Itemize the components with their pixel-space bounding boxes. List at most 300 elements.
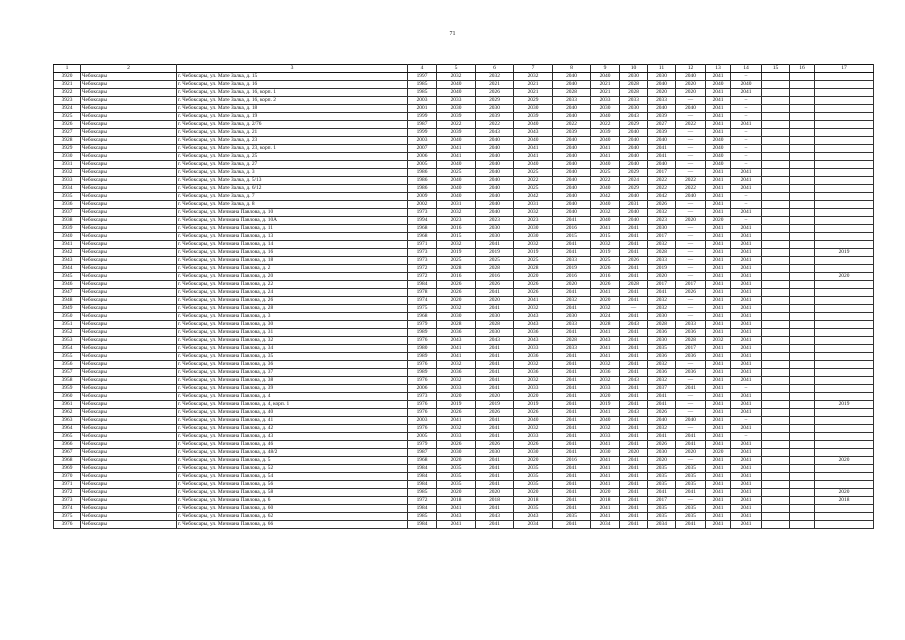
table-cell: 2025	[591, 257, 620, 265]
table-cell: 2040	[476, 153, 514, 161]
table-row	[54, 289, 874, 297]
table-cell: 1999	[408, 129, 437, 137]
table-cell	[762, 393, 790, 401]
table-cell	[762, 337, 790, 345]
table-cell: 2041	[706, 481, 731, 489]
table-cell: 2016	[437, 273, 476, 281]
table-cell: 2026	[476, 441, 514, 449]
table-cell: 1974	[408, 297, 437, 305]
table-cell: 2003	[408, 137, 437, 145]
table-cell: 3967	[54, 449, 81, 457]
table-cell: 2041	[706, 225, 731, 233]
table-cell: 2041	[648, 433, 676, 441]
table-row	[54, 217, 874, 225]
table-cell: 2022	[648, 185, 676, 193]
table-cell: 2022	[437, 121, 476, 129]
table-cell	[762, 73, 790, 81]
table-cell: 2040	[706, 161, 731, 169]
table-cell: 2041	[620, 353, 648, 361]
table-cell: 2033	[514, 433, 553, 441]
table-cell: 2030	[591, 105, 620, 113]
table-cell: 2036	[676, 353, 706, 361]
table-cell	[762, 249, 790, 257]
table-cell: 2041	[553, 289, 591, 297]
table-cell: 3946	[54, 281, 81, 289]
table-row	[54, 521, 874, 529]
table-cell: 2041	[731, 473, 762, 481]
table-cell: —	[676, 201, 706, 209]
table-cell: 2040	[437, 161, 476, 169]
table-cell: г. Чебоксары, ул. Мичмана Павлова, д. 34	[177, 345, 408, 353]
table-cell	[790, 177, 815, 185]
table-cell	[762, 289, 790, 297]
table-cell: Чебоксары	[81, 497, 177, 505]
table-cell	[790, 425, 815, 433]
table-cell: Чебоксары	[81, 145, 177, 153]
table-cell: г. Чебоксары, ул. Мичмана Павлова, д. 41	[177, 417, 408, 425]
table-cell: 2041	[731, 425, 762, 433]
table-cell: —	[676, 409, 706, 417]
table-cell: 2041	[476, 457, 514, 465]
table-cell	[762, 385, 790, 393]
table-row	[54, 249, 874, 257]
table-cell: 2020	[437, 489, 476, 497]
table-cell: 2032	[514, 425, 553, 433]
table-cell: 2040	[476, 145, 514, 153]
table-cell: 2040	[553, 193, 591, 201]
table-cell: 2041	[706, 361, 731, 369]
table-cell: 2042	[591, 193, 620, 201]
table-row	[54, 433, 874, 441]
table-cell	[815, 441, 874, 449]
table-cell	[790, 137, 815, 145]
table-cell: 2041	[706, 281, 731, 289]
table-cell: 2041	[706, 409, 731, 417]
table-cell: 3947	[54, 289, 81, 297]
table-cell: 2040	[476, 161, 514, 169]
table-cell: 15	[762, 65, 790, 73]
table-cell: 3941	[54, 241, 81, 249]
table-cell: 2036	[437, 369, 476, 377]
table-cell: 2032	[706, 337, 731, 345]
table-cell	[790, 225, 815, 233]
table-cell: 2032	[648, 361, 676, 369]
table-cell: 2018	[815, 497, 874, 505]
table-cell: 2032	[648, 241, 676, 249]
table-cell: Чебоксары	[81, 329, 177, 337]
table-cell: 14	[731, 65, 762, 73]
table-cell: 2041	[620, 225, 648, 233]
table-cell: 2043	[476, 129, 514, 137]
table-cell: 2041	[437, 153, 476, 161]
table-cell	[815, 521, 874, 529]
table-row	[54, 465, 874, 473]
table-cell: 2041	[553, 401, 591, 409]
housing-table	[53, 64, 874, 529]
table-cell: 2041	[706, 241, 731, 249]
table-cell: 2041	[553, 481, 591, 489]
table-cell: 2041	[553, 217, 591, 225]
table-cell: г. Чебоксары, ул. Мичмана Павлова, д. 6	[177, 497, 408, 505]
table-cell: Чебоксары	[81, 441, 177, 449]
table-cell	[815, 417, 874, 425]
table-cell	[790, 433, 815, 441]
table-row	[54, 233, 874, 241]
table-cell: 2032	[514, 73, 553, 81]
table-cell: —	[676, 225, 706, 233]
table-cell: –	[731, 153, 762, 161]
table-cell: 2020	[676, 449, 706, 457]
table-cell	[790, 121, 815, 129]
table-cell: г. Чебоксары, ул. Мичмана Павлова, д. 36	[177, 361, 408, 369]
table-row	[54, 73, 874, 81]
table-cell: 1987	[408, 121, 437, 129]
table-cell: 1976	[408, 337, 437, 345]
table-cell	[762, 521, 790, 529]
table-cell: –	[731, 137, 762, 145]
table-cell: 2026	[676, 289, 706, 297]
table-cell: 2033	[648, 257, 676, 265]
table-cell: 2021	[514, 89, 553, 97]
table-cell: 2041	[706, 89, 731, 97]
table-cell: 2039	[648, 129, 676, 137]
table-cell	[815, 305, 874, 313]
table-cell: 3945	[54, 273, 81, 281]
table-cell: 1985	[408, 513, 437, 521]
table-cell: 1975	[408, 305, 437, 313]
table-cell: 2016	[553, 273, 591, 281]
table-cell	[815, 289, 874, 297]
table-cell: 1979	[408, 441, 437, 449]
table-cell: 2030	[476, 329, 514, 337]
table-cell: 2020	[476, 297, 514, 305]
table-cell: 2040	[591, 161, 620, 169]
table-cell: 3965	[54, 433, 81, 441]
table-cell	[790, 217, 815, 225]
table-cell: 2040	[553, 201, 591, 209]
table-cell: 2017	[676, 281, 706, 289]
table-cell: 2041	[620, 385, 648, 393]
table-cell: 2041	[648, 489, 676, 497]
table-row	[54, 313, 874, 321]
table-cell: 2041	[706, 113, 731, 121]
table-cell: 2032	[648, 377, 676, 385]
table-cell: 2040	[620, 153, 648, 161]
table-cell: 2040	[553, 137, 591, 145]
table-cell	[790, 297, 815, 305]
table-cell: 2041	[437, 417, 476, 425]
table-cell: г. Чебоксары, ул. Мичмана Павлова, д. 40	[177, 409, 408, 417]
table-cell	[815, 217, 874, 225]
table-cell: —	[676, 265, 706, 273]
table-cell: 2041	[731, 481, 762, 489]
table-cell: 3923	[54, 97, 81, 105]
table-cell: 2030	[648, 313, 676, 321]
table-cell: Чебоксары	[81, 97, 177, 105]
table-cell: 2025	[476, 257, 514, 265]
table-cell	[790, 465, 815, 473]
table-cell	[762, 153, 790, 161]
table-cell: 2035	[514, 473, 553, 481]
table-cell	[815, 209, 874, 217]
table-cell	[815, 329, 874, 337]
table-cell	[762, 345, 790, 353]
table-row	[54, 169, 874, 177]
table-cell	[762, 409, 790, 417]
table-cell: 2028	[620, 81, 648, 89]
table-cell: 2041	[591, 145, 620, 153]
table-cell: 2035	[676, 473, 706, 481]
table-cell	[790, 457, 815, 465]
table-row	[54, 497, 874, 505]
table-cell: 2041	[731, 377, 762, 385]
table-cell: 2041	[620, 497, 648, 505]
table-cell: 2036	[514, 353, 553, 361]
table-cell: 2041	[620, 433, 648, 441]
table-cell: 2040	[553, 73, 591, 81]
table-row	[54, 345, 874, 353]
table-cell: 8	[553, 65, 591, 73]
table-cell: —	[676, 393, 706, 401]
table-cell: 1976	[408, 409, 437, 417]
table-cell: 2041	[591, 345, 620, 353]
table-cell: Чебоксары	[81, 505, 177, 513]
table-cell: г. Чебоксары, ул. Мате Залка, д. 19	[177, 113, 408, 121]
table-cell: —	[676, 97, 706, 105]
table-cell: 2026	[476, 409, 514, 417]
table-cell: 3935	[54, 193, 81, 201]
table-cell: 2041	[706, 441, 731, 449]
table-cell: 2028	[648, 321, 676, 329]
table-cell: г. Чебоксары, ул. Мате Залка, д. 16, корп. 2	[177, 97, 408, 105]
table-cell: 2033	[553, 345, 591, 353]
table-row	[54, 481, 874, 489]
table-cell	[762, 449, 790, 457]
table-cell: 2040	[553, 81, 591, 89]
table-cell: 2032	[437, 425, 476, 433]
table-cell: 2041	[731, 273, 762, 281]
table-cell: 2032	[648, 297, 676, 305]
table-cell: —	[676, 249, 706, 257]
table-cell: Чебоксары	[81, 377, 177, 385]
table-cell: —	[676, 377, 706, 385]
table-cell: г. Чебоксары, ул. Мичмана Павлова, д. 60	[177, 505, 408, 513]
table-cell	[762, 241, 790, 249]
table-cell: 3943	[54, 257, 81, 265]
table-cell: г. Чебоксары, ул. Мичмана Павлова, д. 5	[177, 457, 408, 465]
table-cell: 2041	[620, 521, 648, 529]
table-cell: 3944	[54, 265, 81, 273]
table-cell: 2035	[514, 505, 553, 513]
table-cell: 3961	[54, 401, 81, 409]
table-cell: 2036	[514, 369, 553, 377]
table-cell: г. Чебоксары, ул. Мичмана Павлова, д. 16	[177, 249, 408, 257]
table-cell: 2041	[620, 297, 648, 305]
table-cell: 2037	[648, 385, 676, 393]
table-cell: 1986	[408, 177, 437, 185]
table-cell: 1973	[408, 393, 437, 401]
table-cell: г. Чебоксары, ул. Мате Залка, д. 7	[177, 193, 408, 201]
table-cell: 2043	[514, 513, 553, 521]
table-cell	[790, 521, 815, 529]
table-cell: 2019	[514, 401, 553, 409]
table-cell: 3920	[54, 73, 81, 81]
table-cell: 3957	[54, 369, 81, 377]
table-cell: —	[676, 113, 706, 121]
table-cell: г. Чебоксары, ул. Мичмана Павлова, д. 46	[177, 441, 408, 449]
table-cell: Чебоксары	[81, 313, 177, 321]
table-cell: 2041	[553, 441, 591, 449]
table-cell: 2041	[706, 201, 731, 209]
table-cell: 2030	[514, 225, 553, 233]
table-cell: 2020	[591, 393, 620, 401]
table-cell: г. Чебоксары, ул. Мичмана Павлова, д. 62	[177, 513, 408, 521]
table-cell	[815, 297, 874, 305]
table-cell: 2020	[514, 489, 553, 497]
table-cell: г. Чебоксары, ул. Мичмана Павлова, д. 32	[177, 337, 408, 345]
table-cell: 5	[437, 65, 476, 73]
table-cell: Чебоксары	[81, 409, 177, 417]
table-cell	[815, 113, 874, 121]
table-cell: 2041	[731, 297, 762, 305]
table-cell	[790, 337, 815, 345]
table-cell: 2025	[437, 257, 476, 265]
table-cell: 2042	[514, 193, 553, 201]
table-cell: 2041	[620, 329, 648, 337]
table-cell: 2041	[706, 249, 731, 257]
table-cell: 2043	[514, 321, 553, 329]
table-cell	[790, 81, 815, 89]
table-cell: 2033	[620, 97, 648, 105]
table-cell: 2041	[706, 497, 731, 505]
table-row	[54, 353, 874, 361]
table-cell: 1985	[408, 489, 437, 497]
table-cell: 2017	[648, 169, 676, 177]
table-cell: 2041	[731, 281, 762, 289]
table-row	[54, 105, 874, 113]
table-cell: 2041	[620, 473, 648, 481]
table-cell: 2022	[553, 121, 591, 129]
table-cell: –	[731, 145, 762, 153]
table-cell: Чебоксары	[81, 297, 177, 305]
table-cell: 2041	[731, 265, 762, 273]
table-cell: 2003	[408, 97, 437, 105]
table-cell: —	[676, 145, 706, 153]
table-cell: 1980	[408, 345, 437, 353]
table-cell: 2041	[648, 145, 676, 153]
table-cell	[815, 345, 874, 353]
table-cell: 2040	[706, 153, 731, 161]
table-cell: 1984	[408, 465, 437, 473]
table-cell: 2032	[591, 361, 620, 369]
table-cell: г. Чебоксары, ул. Мате Залка, д. 16	[177, 81, 408, 89]
table-cell: г. Чебоксары, ул. Мичмана Павлова, д. 30	[177, 321, 408, 329]
table-cell	[762, 97, 790, 105]
table-cell	[762, 209, 790, 217]
table-cell: 2026	[437, 409, 476, 417]
table-cell: 2031	[437, 201, 476, 209]
table-cell	[790, 497, 815, 505]
table-cell: 2033	[676, 321, 706, 329]
table-cell: —	[620, 305, 648, 313]
table-cell	[790, 345, 815, 353]
table-cell: Чебоксары	[81, 265, 177, 273]
table-cell	[790, 73, 815, 81]
table-cell: 3950	[54, 313, 81, 321]
table-cell: 2043	[437, 337, 476, 345]
table-cell: Чебоксары	[81, 465, 177, 473]
table-cell	[815, 369, 874, 377]
table-cell: 1984	[408, 481, 437, 489]
table-cell	[790, 273, 815, 281]
table-cell	[815, 505, 874, 513]
table-cell: г. Чебоксары, ул. Мате Залка, д. 18	[177, 105, 408, 113]
table-cell: 2020	[648, 89, 676, 97]
table-cell: 2041	[731, 449, 762, 457]
table-cell: 2043	[620, 321, 648, 329]
table-cell	[762, 369, 790, 377]
table-cell: 2041	[731, 489, 762, 497]
table-cell	[790, 161, 815, 169]
table-cell: 3964	[54, 425, 81, 433]
table-cell: –	[731, 113, 762, 121]
table-cell: 2018	[514, 497, 553, 505]
table-cell: 2028	[620, 89, 648, 97]
table-cell: 2035	[437, 473, 476, 481]
table-cell: 3933	[54, 177, 81, 185]
table-cell: 2009	[408, 193, 437, 201]
table-cell: —	[676, 297, 706, 305]
table-cell	[790, 505, 815, 513]
table-cell: 2033	[514, 385, 553, 393]
table-cell: 2041	[437, 353, 476, 361]
table-cell: 3969	[54, 465, 81, 473]
table-cell: 3936	[54, 201, 81, 209]
table-cell: 2020	[706, 217, 731, 225]
table-cell: 2041	[706, 121, 731, 129]
table-cell: 2041	[676, 521, 706, 529]
table-cell: –	[731, 129, 762, 137]
table-row	[54, 193, 874, 201]
table-cell: 2036	[514, 329, 553, 337]
table-cell: 2041	[620, 233, 648, 241]
table-cell: 2043	[514, 313, 553, 321]
table-cell: 2041	[706, 345, 731, 353]
table-cell: г. Чебоксары, ул. Мате Залка, д. 2/76	[177, 121, 408, 129]
table-cell: 2041	[553, 497, 591, 505]
table-cell	[815, 233, 874, 241]
table-cell: 2041	[731, 337, 762, 345]
table-cell: 2041	[706, 433, 731, 441]
table-row	[54, 161, 874, 169]
table-cell: 2041	[706, 257, 731, 265]
table-cell: 2023	[514, 217, 553, 225]
table-cell: 2041	[706, 209, 731, 217]
table-cell: 2041	[553, 305, 591, 313]
table-cell: 1972	[408, 265, 437, 273]
table-cell: 3954	[54, 345, 81, 353]
table-cell: 2035	[648, 505, 676, 513]
table-cell: –	[731, 161, 762, 169]
table-cell: 2039	[437, 113, 476, 121]
table-cell: 2033	[553, 97, 591, 105]
table-cell	[762, 321, 790, 329]
table-cell: 2041	[731, 89, 762, 97]
table-row	[54, 337, 874, 345]
table-cell: 2041	[514, 297, 553, 305]
table-cell: 2040	[553, 105, 591, 113]
table-cell: 2020	[676, 81, 706, 89]
